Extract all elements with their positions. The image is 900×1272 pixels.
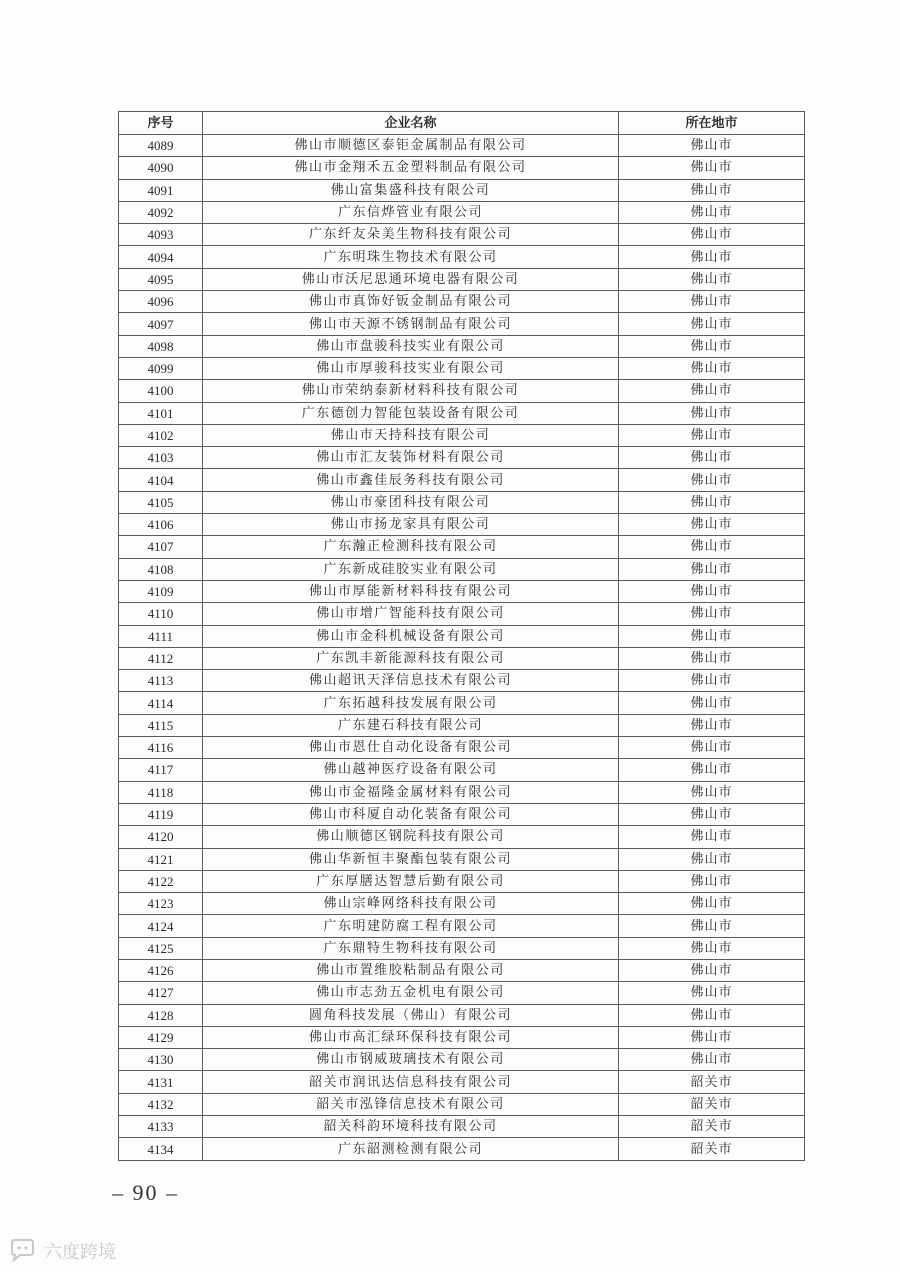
- company-name-cell: 佛山市置维胶粘制品有限公司: [203, 959, 619, 981]
- serial-cell: 4094: [119, 246, 203, 268]
- serial-cell: 4099: [119, 357, 203, 379]
- serial-cell: 4096: [119, 291, 203, 313]
- table-row: [119, 737, 805, 759]
- city-cell: 韶关市: [619, 1116, 805, 1138]
- city-cell: 佛山市: [619, 1049, 805, 1071]
- serial-cell: 4092: [119, 201, 203, 223]
- serial-cell: 4093: [119, 224, 203, 246]
- company-name-cell: 韶关市润讯达信息科技有限公司: [203, 1071, 619, 1093]
- company-name-cell: 佛山市沃尼思通环境电器有限公司: [203, 268, 619, 290]
- serial-cell: 4131: [119, 1071, 203, 1093]
- table-row: [119, 870, 805, 892]
- table-row: [119, 268, 805, 290]
- company-name-cell: 佛山市厚能新材料科技有限公司: [203, 580, 619, 602]
- city-cell: 佛山市: [619, 357, 805, 379]
- city-cell: 佛山市: [619, 469, 805, 491]
- city-cell: 佛山市: [619, 714, 805, 736]
- city-cell: 佛山市: [619, 870, 805, 892]
- table-row: [119, 1049, 805, 1071]
- serial-cell: 4098: [119, 335, 203, 357]
- column-header-city: 所在地市: [619, 112, 805, 135]
- city-cell: 佛山市: [619, 982, 805, 1004]
- watermark-text: 六度跨境: [44, 1242, 116, 1263]
- city-cell: 佛山市: [619, 759, 805, 781]
- city-cell: 佛山市: [619, 380, 805, 402]
- enterprise-table: [118, 111, 805, 1161]
- company-name-cell: 广东信烨管业有限公司: [203, 201, 619, 223]
- table-row: [119, 603, 805, 625]
- company-name-cell: 广东拓越科技发展有限公司: [203, 692, 619, 714]
- serial-cell: 4113: [119, 670, 203, 692]
- company-name-cell: 佛山市豪团科技有限公司: [203, 491, 619, 513]
- table-row: [119, 625, 805, 647]
- company-name-cell: 广东建石科技有限公司: [203, 714, 619, 736]
- table-row: [119, 313, 805, 335]
- table-row: [119, 937, 805, 959]
- city-cell: 韶关市: [619, 1071, 805, 1093]
- table-row: [119, 491, 805, 513]
- serial-cell: 4121: [119, 848, 203, 870]
- company-name-cell: 佛山市顺德区泰钜金属制品有限公司: [203, 135, 619, 157]
- table-row: [119, 179, 805, 201]
- company-name-cell: 佛山市汇友装饰材料有限公司: [203, 447, 619, 469]
- serial-cell: 4114: [119, 692, 203, 714]
- city-cell: 佛山市: [619, 313, 805, 335]
- table-row: [119, 246, 805, 268]
- serial-cell: 4129: [119, 1026, 203, 1048]
- company-name-cell: 佛山市高汇绿环保科技有限公司: [203, 1026, 619, 1048]
- serial-cell: 4134: [119, 1138, 203, 1160]
- page-number: – 90 –: [112, 1180, 179, 1205]
- table-row: [119, 670, 805, 692]
- table-row: [119, 647, 805, 669]
- company-name-cell: 佛山顺德区钢院科技有限公司: [203, 826, 619, 848]
- table-row: [119, 1138, 805, 1160]
- serial-cell: 4111: [119, 625, 203, 647]
- city-cell: 佛山市: [619, 692, 805, 714]
- table-row: [119, 335, 805, 357]
- city-cell: 佛山市: [619, 915, 805, 937]
- city-cell: 佛山市: [619, 893, 805, 915]
- city-cell: 佛山市: [619, 580, 805, 602]
- company-name-cell: 佛山市荣纳泰新材料科技有限公司: [203, 380, 619, 402]
- company-name-cell: 广东鼎特生物科技有限公司: [203, 937, 619, 959]
- city-cell: 佛山市: [619, 670, 805, 692]
- table-row: [119, 135, 805, 157]
- serial-cell: 4095: [119, 268, 203, 290]
- company-name-cell: 佛山市志劲五金机电有限公司: [203, 982, 619, 1004]
- watermark: [8, 1238, 116, 1264]
- column-header-company: 企业名称: [203, 112, 619, 135]
- serial-cell: 4132: [119, 1093, 203, 1115]
- serial-cell: 4097: [119, 313, 203, 335]
- serial-cell: 4118: [119, 781, 203, 803]
- city-cell: 佛山市: [619, 848, 805, 870]
- serial-cell: 4100: [119, 380, 203, 402]
- table-row: [119, 469, 805, 491]
- serial-cell: 4127: [119, 982, 203, 1004]
- company-name-cell: 广东凯丰新能源科技有限公司: [203, 647, 619, 669]
- serial-cell: 4109: [119, 580, 203, 602]
- company-name-cell: 佛山市钢威玻璃技术有限公司: [203, 1049, 619, 1071]
- serial-cell: 4115: [119, 714, 203, 736]
- city-cell: 佛山市: [619, 647, 805, 669]
- city-cell: 佛山市: [619, 424, 805, 446]
- serial-cell: 4120: [119, 826, 203, 848]
- table-row: [119, 224, 805, 246]
- serial-cell: 4125: [119, 937, 203, 959]
- serial-cell: 4108: [119, 558, 203, 580]
- city-cell: 佛山市: [619, 937, 805, 959]
- company-name-cell: 佛山越神医疗设备有限公司: [203, 759, 619, 781]
- city-cell: 佛山市: [619, 402, 805, 424]
- serial-cell: 4102: [119, 424, 203, 446]
- company-name-cell: 佛山市扬龙家具有限公司: [203, 514, 619, 536]
- table-row: [119, 781, 805, 803]
- city-cell: 佛山市: [619, 1004, 805, 1026]
- serial-cell: 4105: [119, 491, 203, 513]
- company-name-cell: 广东明建防腐工程有限公司: [203, 915, 619, 937]
- city-cell: 佛山市: [619, 603, 805, 625]
- column-header-serial: 序号: [119, 112, 203, 135]
- company-name-cell: 广东明珠生物技术有限公司: [203, 246, 619, 268]
- serial-cell: 4117: [119, 759, 203, 781]
- company-name-cell: 佛山市金翔禾五金塑料制品有限公司: [203, 157, 619, 179]
- company-name-cell: 广东纤友朵美生物科技有限公司: [203, 224, 619, 246]
- company-name-cell: 广东瀚正检测科技有限公司: [203, 536, 619, 558]
- city-cell: 佛山市: [619, 558, 805, 580]
- serial-cell: 4089: [119, 135, 203, 157]
- table-body: [119, 135, 805, 1161]
- company-name-cell: 佛山市金福隆金属材料有限公司: [203, 781, 619, 803]
- table-header-row: [119, 112, 805, 135]
- table-row: [119, 893, 805, 915]
- table-row: [119, 759, 805, 781]
- serial-cell: 4107: [119, 536, 203, 558]
- company-name-cell: 佛山宗峰网络科技有限公司: [203, 893, 619, 915]
- table-row: [119, 380, 805, 402]
- company-name-cell: 佛山市天持科技有限公司: [203, 424, 619, 446]
- city-cell: 佛山市: [619, 491, 805, 513]
- serial-cell: 4133: [119, 1116, 203, 1138]
- table-row: [119, 1071, 805, 1093]
- serial-cell: 4104: [119, 469, 203, 491]
- company-name-cell: 佛山华新恒丰聚酯包装有限公司: [203, 848, 619, 870]
- city-cell: 佛山市: [619, 268, 805, 290]
- serial-cell: 4126: [119, 959, 203, 981]
- company-name-cell: 韶关市泓锋信息技术有限公司: [203, 1093, 619, 1115]
- table-row: [119, 714, 805, 736]
- table-row: [119, 424, 805, 446]
- chat-bubble-icon: [8, 1239, 38, 1263]
- serial-cell: 4130: [119, 1049, 203, 1071]
- table-row: [119, 1004, 805, 1026]
- table-row: [119, 536, 805, 558]
- serial-cell: 4119: [119, 803, 203, 825]
- table-row: [119, 692, 805, 714]
- table-row: [119, 1093, 805, 1115]
- company-name-cell: 佛山市厚骏科技实业有限公司: [203, 357, 619, 379]
- company-name-cell: 佛山市天源不锈钢制品有限公司: [203, 313, 619, 335]
- city-cell: 佛山市: [619, 781, 805, 803]
- table-row: [119, 291, 805, 313]
- city-cell: 佛山市: [619, 1026, 805, 1048]
- city-cell: 佛山市: [619, 335, 805, 357]
- company-name-cell: 广东新成硅胶实业有限公司: [203, 558, 619, 580]
- city-cell: 韶关市: [619, 1138, 805, 1160]
- city-cell: 韶关市: [619, 1093, 805, 1115]
- company-name-cell: 韶关科韵环境科技有限公司: [203, 1116, 619, 1138]
- city-cell: 佛山市: [619, 246, 805, 268]
- serial-cell: 4124: [119, 915, 203, 937]
- city-cell: 佛山市: [619, 224, 805, 246]
- serial-cell: 4122: [119, 870, 203, 892]
- table-row: [119, 826, 805, 848]
- city-cell: 佛山市: [619, 625, 805, 647]
- table-row: [119, 514, 805, 536]
- table-row: [119, 848, 805, 870]
- table-row: [119, 157, 805, 179]
- serial-cell: 4112: [119, 647, 203, 669]
- table-row: [119, 201, 805, 223]
- city-cell: 佛山市: [619, 291, 805, 313]
- city-cell: 佛山市: [619, 447, 805, 469]
- serial-cell: 4090: [119, 157, 203, 179]
- serial-cell: 4116: [119, 737, 203, 759]
- city-cell: 佛山市: [619, 826, 805, 848]
- company-name-cell: 广东韶测检测有限公司: [203, 1138, 619, 1160]
- table-row: [119, 803, 805, 825]
- company-name-cell: 佛山市鑫佳辰务科技有限公司: [203, 469, 619, 491]
- company-name-cell: 圆角科技发展（佛山）有限公司: [203, 1004, 619, 1026]
- company-name-cell: 广东德创力智能包装设备有限公司: [203, 402, 619, 424]
- serial-cell: 4110: [119, 603, 203, 625]
- company-name-cell: 佛山市金科机械设备有限公司: [203, 625, 619, 647]
- serial-cell: 4128: [119, 1004, 203, 1026]
- city-cell: 佛山市: [619, 201, 805, 223]
- serial-cell: 4101: [119, 402, 203, 424]
- table-row: [119, 982, 805, 1004]
- table-row: [119, 447, 805, 469]
- table-row: [119, 959, 805, 981]
- serial-cell: 4106: [119, 514, 203, 536]
- table-row: [119, 915, 805, 937]
- company-name-cell: 广东厚膳达智慧后勤有限公司: [203, 870, 619, 892]
- table-row: [119, 558, 805, 580]
- table-row: [119, 402, 805, 424]
- table-row: [119, 357, 805, 379]
- company-name-cell: 佛山市恩仕自动化设备有限公司: [203, 737, 619, 759]
- city-cell: 佛山市: [619, 959, 805, 981]
- company-name-cell: 佛山市增广智能科技有限公司: [203, 603, 619, 625]
- city-cell: 佛山市: [619, 803, 805, 825]
- city-cell: 佛山市: [619, 135, 805, 157]
- company-name-cell: 佛山市科厦自动化装备有限公司: [203, 803, 619, 825]
- company-name-cell: 佛山富集盛科技有限公司: [203, 179, 619, 201]
- city-cell: 佛山市: [619, 514, 805, 536]
- company-name-cell: 佛山市盘骏科技实业有限公司: [203, 335, 619, 357]
- city-cell: 佛山市: [619, 536, 805, 558]
- serial-cell: 4123: [119, 893, 203, 915]
- table-row: [119, 580, 805, 602]
- company-name-cell: 佛山超讯天泽信息技术有限公司: [203, 670, 619, 692]
- serial-cell: 4103: [119, 447, 203, 469]
- city-cell: 佛山市: [619, 179, 805, 201]
- table-row: [119, 1026, 805, 1048]
- city-cell: 佛山市: [619, 737, 805, 759]
- serial-cell: 4091: [119, 179, 203, 201]
- city-cell: 佛山市: [619, 157, 805, 179]
- company-name-cell: 佛山市真饰好钣金制品有限公司: [203, 291, 619, 313]
- table-row: [119, 1116, 805, 1138]
